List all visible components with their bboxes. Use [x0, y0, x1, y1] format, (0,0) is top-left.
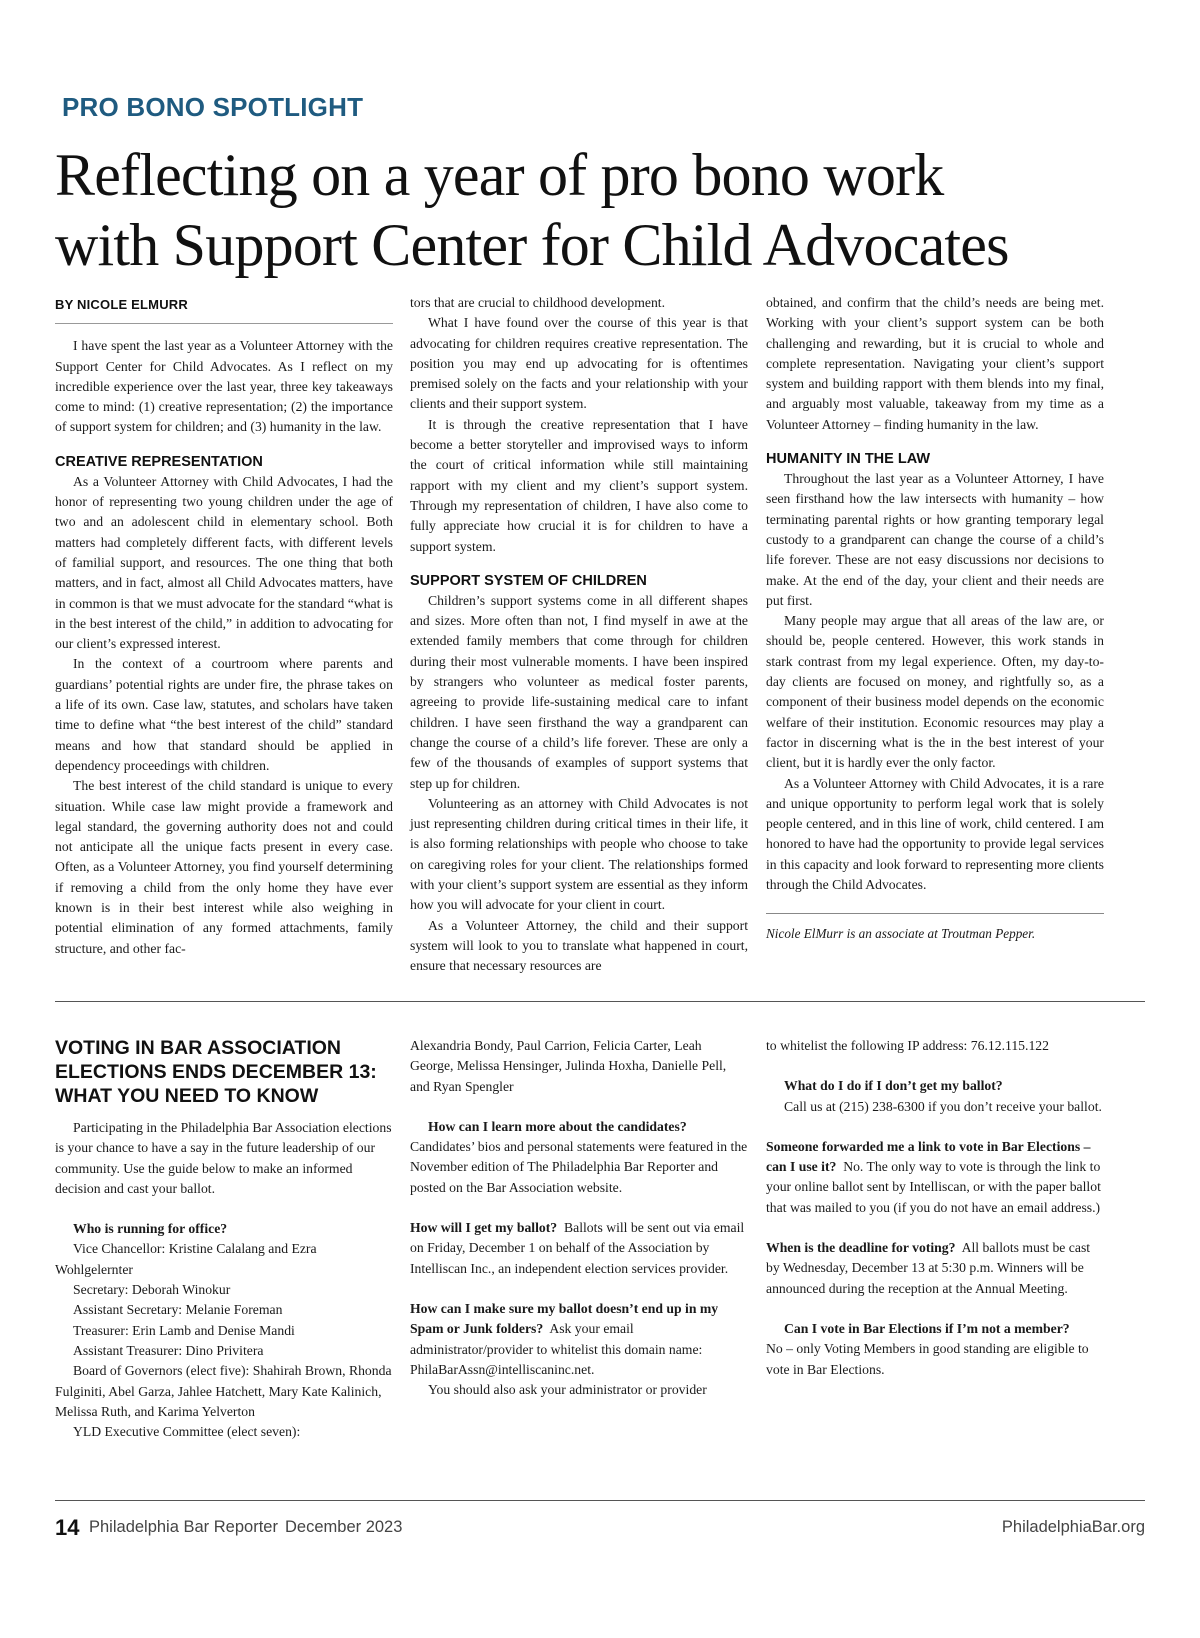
byline: BY NICOLE ELMURR — [55, 295, 393, 324]
candidate-line: Board of Governors (elect five): Shahirah Brown, Rhonda Fulginiti, Abel Garza, Jahlee Hatchett, Mary Kate Kalinich, Melissa Ruth, and Karima Yelverton — [55, 1363, 392, 1419]
paragraph: tors that are crucial to childhood development. — [410, 295, 666, 310]
subhead-creative-representation: CREATIVE REPRESENTATION — [55, 453, 263, 470]
paragraph: Throughout the last year as a Volunteer Attorney, I have seen firsthand how the law intersects with humanity – how terminating parental rights or how granting temporary legal custody to a grandparent can change the course of a child’s life forever. These are not easy discussions nor decisions to make. At the end of the day, your client and their needs are put first. — [766, 471, 1104, 608]
paragraph: What I have found over the course of this year is that advocating for children requires creative representation. The position you may end up advocating for is oftentimes premised solely on the facts and your relationship with your clients and their support system. — [410, 315, 748, 412]
elections-column-2 — [410, 1036, 748, 1400]
candidate-line: Treasurer: Erin Lamb and Denise Mandi — [73, 1322, 295, 1338]
article-column-2 — [410, 293, 748, 977]
elections-headline: VOTING IN BAR ASSOCIATION ELECTIONS ENDS DECEMBER 13: WHAT YOU NEED TO KNOW — [55, 1037, 377, 1107]
answer: No – only Voting Members in good standing are eligible to vote in Bar Elections. — [766, 1341, 1089, 1377]
paragraph: The best interest of the child standard is unique to every situation. While case law might provide a framework and legal standard, the governing authority does not and could not anticipate all the unique facts present in every case. Often, as a Volunteer Attorney, you find yourself determining if removing a child from the only home they have ever known is in their best interest while also weighing in potential elimination of any formed attachments, family structure, and other fac- — [55, 778, 393, 956]
candidate-line: Assistant Treasurer: Dino Privitera — [73, 1342, 264, 1358]
headline-line-2: with Support Center for Child Advocates — [55, 212, 1009, 278]
question: How can I learn more about the candidates? — [428, 1118, 687, 1134]
answer: Candidates’ bios and personal statements were featured in the November edition of The Philadelphia Bar Reporter and posted on the Bar Association website. — [410, 1139, 748, 1195]
page-number: 14 — [55, 1515, 80, 1540]
question: Can I vote in Bar Elections if I’m not a member? — [784, 1320, 1070, 1336]
article-column-1 — [55, 295, 393, 959]
paragraph: It is through the creative representation that I have become a better storyteller and improvised ways to inform the court of critical information while still maintaining rapport with my client and my client’s support system. Through my representation of children, I have also come to fully appreciate how crucial it is for children to have a support system. — [410, 416, 748, 554]
elections-column-1 — [55, 1036, 393, 1442]
subhead-support-system: SUPPORT SYSTEM OF CHILDREN — [410, 572, 647, 589]
paragraph: obtained, and confirm that the child’s needs are being met. Working with your client’s support system can be both challenging and rewarding, but it is crucial to whole and complete representation. Navigating your client’s support system and building rapport with them blends into my final, and arguably most valuable, takeaway from my time as a Volunteer Attorney – finding humanity in the law. — [766, 295, 1104, 432]
paragraph: Volunteering as an attorney with Child Advocates is not just representing children during critical times in their life, it is also forming relationships with people who choose to take on caregiving roles for your client. The relationships formed with your client’s support system are essential as they inform how you will advocate for your client in court. — [410, 795, 748, 913]
question: What do I do if I don’t get my ballot? — [784, 1078, 1003, 1094]
answer: Ask your email administrator/provider to whitelist this domain name: PhilaBarAssn@intelliscaninc.net. — [410, 1321, 703, 1377]
candidate-line: Secretary: Deborah Winokur — [73, 1282, 231, 1298]
answer: All ballots must be cast by Wednesday, December 13 at 5:30 p.m. Winners will be announced during the reception at the Annual Meeting. — [766, 1240, 1091, 1296]
question: Someone forwarded me a link to vote in Bar Elections – can I use it? — [766, 1138, 1091, 1175]
question: Who is running for office? — [73, 1221, 228, 1237]
candidate-line: YLD Executive Committee (elect seven): — [73, 1424, 301, 1440]
issue-date: December 2023 — [285, 1518, 403, 1536]
candidate-line: Assistant Secretary: Melanie Foreman — [73, 1302, 283, 1318]
paragraph: Many people may argue that all areas of the law are, or should be, people centered. However, this work stands in stark contrast from my legal experience. Often, my day-to-day clients are focused on money, and rightfully so, as a component of their business model depends on the economic welfare of their institution. Economic resources may play a factor in discerning what is the in the best interest of your client, but it is hardly ever the only factor. — [766, 613, 1104, 771]
answer: No. The only way to vote is through the link to your online ballot sent by Intelliscan, or with the paper ballot that was mailed to you (if you do not have an email address.) — [766, 1159, 1101, 1215]
website-link[interactable]: PhiladelphiaBar.org — [1001, 1518, 1145, 1536]
qa-item — [766, 1137, 1104, 1218]
page-footer — [55, 1515, 1145, 1545]
qa-item — [410, 1218, 748, 1279]
question: How can I make sure my ballot doesn’t end up in my Spam or Junk folders? — [410, 1300, 719, 1337]
question: When is the deadline for voting? — [766, 1240, 956, 1256]
candidate-line: Vice Chancellor: Kristine Calalang and Ezra Wohlgelernter — [55, 1241, 317, 1277]
subhead-humanity: HUMANITY IN THE LAW — [766, 451, 931, 468]
paragraph: As a Volunteer Attorney with Child Advocates, I had the honor of representing two young children under the age of two and an adolescent child in elementary school. Both matters had completely different facts, with different levels of familial support, and resources. The one thing that both matters, and in fact, almost all Child Advocates matters, have in common is that we must advocate for the standard “what is in the best interest of the child,” in addition to advocating for our client’s expressed interest. — [55, 473, 393, 652]
answer: Call us at (215) 238-6300 if you don’t receive your ballot. — [784, 1098, 1102, 1114]
article-column-3 — [766, 293, 1104, 945]
answer: You should also ask your administrator or provider — [428, 1382, 707, 1398]
section-divider — [55, 1001, 1145, 1002]
footer-divider — [55, 1500, 1145, 1501]
author-note: Nicole ElMurr is an associate at Troutman Pepper. — [766, 913, 1104, 944]
qa-item — [410, 1299, 748, 1380]
candidate-names: Alexandria Bondy, Paul Carrion, Felicia Carter, Leah George, Melissa Hensinger, Julinda Hoxha, Danielle Pell, and Ryan Spengler — [410, 1038, 727, 1094]
answer: Ballots will be sent out via email on Friday, December 1 on behalf of the Association by Intelliscan Inc., an independent election services provider. — [410, 1220, 745, 1276]
section-kicker: PRO BONO SPOTLIGHT — [62, 92, 364, 122]
paragraph: Children’s support systems come in all different shapes and sizes. More often than not, I find myself in awe at the extended family members that come through for children during their most vulnerable moments. I have been inspired by strangers who volunteer as medical foster parents, agreeing to provide life-sustaining medical care to infant children. I have seen firsthand the way a grandparent can change the course of a child’s life forever. These are only a few of the thousands of examples of support systems that step up for children. — [410, 592, 748, 791]
qa-item — [766, 1238, 1104, 1299]
question: How will I get my ballot? — [410, 1220, 558, 1236]
paragraph: In the context of a courtroom where parents and guardians’ potential rights are under fire, the phrase takes on a life of its own. Case law, statutes, and scholars have taken time to define what “the best interest of the child” standard means and how that standard should be applied in dependency proceedings with children. — [55, 656, 393, 773]
paragraph: As a Volunteer Attorney, the child and their support system will look to you to translate what happened in court, ensure that necessary resources are — [410, 917, 748, 974]
elections-column-3 — [766, 1036, 1104, 1380]
answer: to whitelist the following IP address: 76.12.115.122 — [766, 1038, 1049, 1053]
paragraph: I have spent the last year as a Volunteer Attorney with the Support Center for Child Advocates. As I reflect on my incredible experience over the last year, three key takeaways come to mind: (1) creative representation; (2) the importance of support system for children; and (3) humanity in the law. — [55, 338, 393, 435]
paragraph: Participating in the Philadelphia Bar Association elections is your chance to have a say in the future leadership of our community. Use the guide below to make an informed decision and cast your ballot. — [55, 1120, 392, 1196]
paragraph: As a Volunteer Attorney with Child Advocates, it is a rare and unique opportunity to perform legal work that is solely people centered, and in this line of work, child centered. I am honored to have had the opportunity to provide legal services in this capacity and look forward to representing more clients through the Child Advocates. — [766, 775, 1104, 893]
headline-line-1: Reflecting on a year of pro bono work — [55, 142, 944, 208]
publication-name: Philadelphia Bar Reporter — [89, 1518, 278, 1536]
article-headline — [55, 140, 1165, 280]
